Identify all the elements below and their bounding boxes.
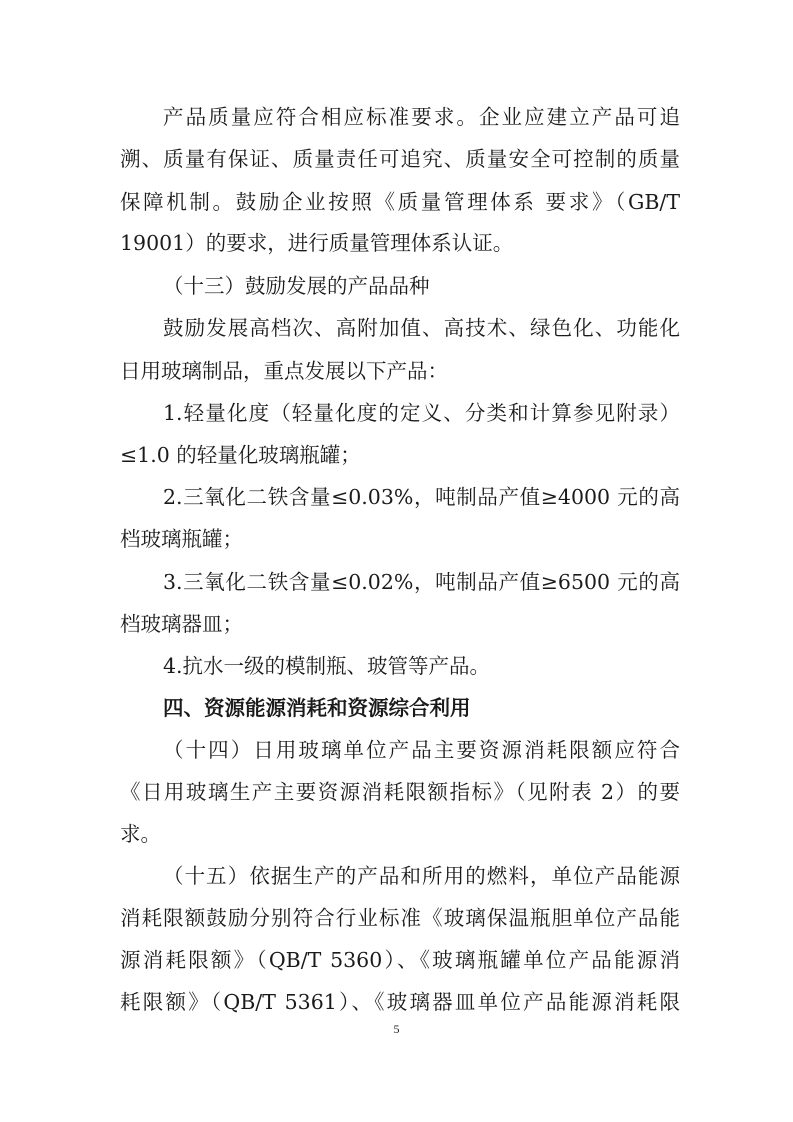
text-line: 鼓励发展高档次、高附加值、高技术、绿色化、功能化 (163, 316, 680, 340)
section-heading: 四、资源能源消耗和资源综合利用 (163, 696, 471, 720)
text-line: 溯、质量有保证、质量责任可追究、质量安全可控制的质量 (120, 147, 680, 171)
text-line: 保障机制。鼓励企业按照《质量管理体系 要求》（GB/T (120, 190, 680, 214)
list-item: 1.轻量化度（轻量化度的定义、分类和计算参见附录） (163, 401, 680, 425)
text-line: 档玻璃器皿； (120, 612, 243, 636)
subheading: （十三）鼓励发展的产品品种 (163, 274, 430, 298)
text-line: 《日用玻璃生产主要资源消耗限额指标》（见附表 2）的要 (120, 780, 680, 804)
page-number: 5 (393, 1022, 400, 1036)
list-item: 4.抗水一级的模制瓶、玻管等产品。 (163, 654, 491, 678)
text-line: 耗限额》（QB/T 5361）、《玻璃器皿单位产品能源消耗限 (120, 990, 680, 1014)
text-line: 源消耗限额》（QB/T 5360）、《玻璃瓶罐单位产品能源消 (120, 948, 680, 972)
list-item: 2.三氧化二铁含量≤0.03%，吨制品产值≥4000 元的高 (163, 485, 680, 509)
text-line: ≤1.0 的轻量化玻璃瓶罐； (120, 443, 361, 467)
text-line: 消耗限额鼓励分别符合行业标准《玻璃保温瓶胆单位产品能 (120, 906, 680, 930)
text-line: 19001）的要求，进行质量管理体系认证。 (120, 231, 514, 255)
text-line: （十五）依据生产的产品和所用的燃料，单位产品能源 (163, 864, 680, 888)
text-line: 产品质量应符合相应标准要求。企业应建立产品可追 (163, 105, 680, 129)
text-line: 档玻璃瓶罐； (120, 527, 243, 551)
text-line: （十四）日用玻璃单位产品主要资源消耗限额应符合 (163, 738, 680, 762)
text-line: 求。 (120, 822, 161, 846)
text-line: 日用玻璃制品，重点发展以下产品： (120, 359, 448, 383)
list-item: 3.三氧化二铁含量≤0.02%，吨制品产值≥6500 元的高 (163, 570, 680, 594)
